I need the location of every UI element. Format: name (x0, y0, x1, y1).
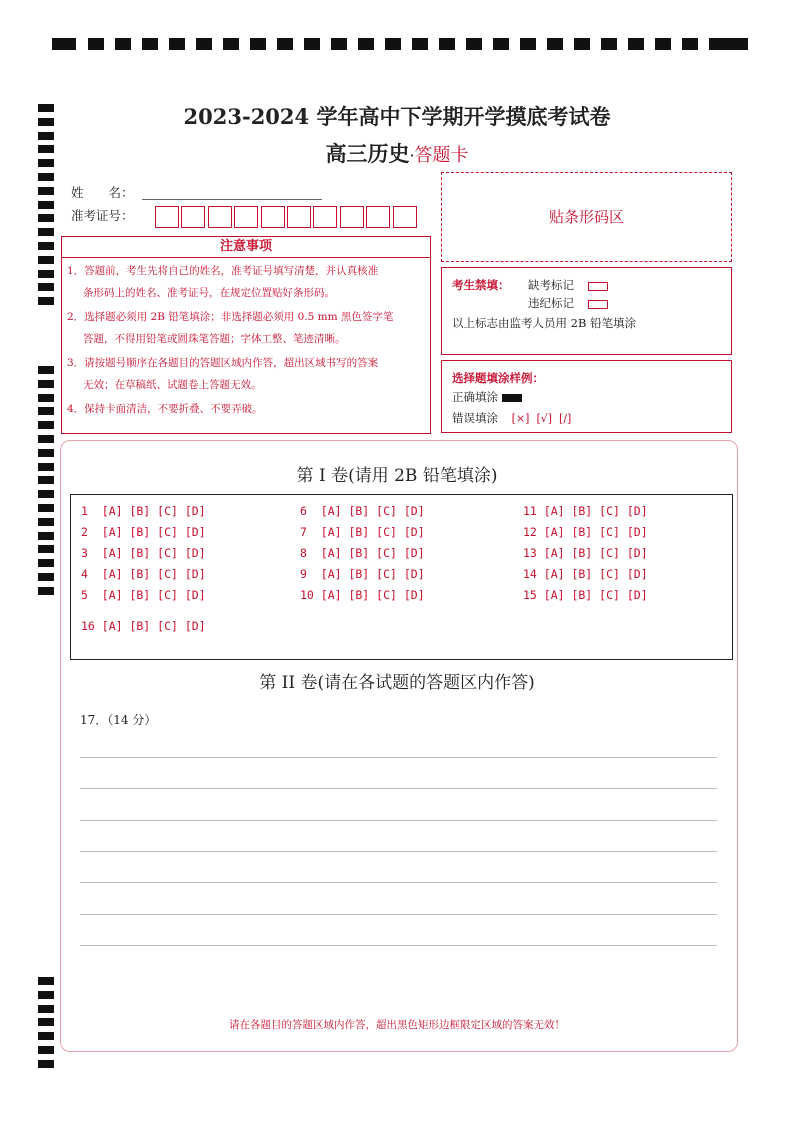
notice-box (61, 258, 431, 434)
notice-line: 1．答题前，考生先将自己的姓名，准考证号填写清楚，并认真核准 (67, 265, 379, 277)
timing-mark (38, 1032, 54, 1040)
choice-question[interactable]: 11 [A] [B] [C] [D] (523, 504, 648, 518)
timing-mark (38, 977, 54, 985)
timing-mark (250, 38, 266, 50)
timing-mark (38, 518, 54, 526)
forbidden-heading: 考生禁填： (452, 278, 510, 292)
timing-mark (38, 187, 54, 195)
timing-mark (358, 38, 374, 50)
name-field[interactable] (142, 198, 322, 200)
notice-item (67, 352, 427, 396)
timing-mark (466, 38, 482, 50)
id-number-boxes[interactable] (155, 206, 419, 228)
choice-question[interactable]: 8 [A] [B] [C] [D] (300, 546, 425, 560)
id-digit-box[interactable] (287, 206, 311, 228)
timing-mark (574, 38, 590, 50)
timing-mark (682, 38, 698, 50)
id-digit-box[interactable] (261, 206, 285, 228)
timing-mark (38, 394, 54, 402)
barcode-area (441, 172, 732, 262)
notice-line: 2．选择题必须用 2B 铅笔填涂；非选择题必须用 0.5 mm 黑色签字笔 (67, 311, 394, 323)
id-digit-box[interactable] (234, 206, 258, 228)
timing-mark (38, 532, 54, 540)
choice-question[interactable]: 3 [A] [B] [C] [D] (81, 546, 206, 560)
id-digit-box[interactable] (208, 206, 232, 228)
timing-mark (520, 38, 536, 50)
timing-mark (38, 366, 54, 374)
notice-line: 4．保持卡面清洁，不要折叠、不要弄破。 (67, 403, 263, 415)
notice-item (67, 306, 427, 350)
notice-item (67, 398, 427, 420)
timing-mark (88, 38, 104, 50)
subject-title (0, 138, 794, 168)
choice-question[interactable]: 5 [A] [B] [C] [D] (81, 588, 206, 602)
answer-line[interactable] (80, 788, 717, 789)
wrong-sample-row (452, 410, 571, 426)
timing-mark (38, 435, 54, 443)
question-17-label: 17．（14 分） (80, 713, 157, 727)
timing-mark (38, 490, 54, 498)
timing-mark (547, 38, 563, 50)
sample-heading: 选择题填涂样例： (452, 371, 544, 385)
answer-line[interactable] (80, 914, 717, 915)
wrong-marks: [×] [√] [/] (511, 412, 572, 425)
timing-mark (38, 173, 54, 181)
id-digit-box[interactable] (181, 206, 205, 228)
timing-mark (38, 228, 54, 236)
violation-mark-row (528, 295, 608, 311)
answer-line[interactable] (80, 882, 717, 883)
timing-mark (38, 270, 54, 278)
answer-line[interactable] (80, 851, 717, 852)
timing-mark (493, 38, 509, 50)
timing-mark (385, 38, 401, 50)
timing-mark (169, 38, 185, 50)
timing-mark (724, 38, 748, 50)
timing-mark (331, 38, 347, 50)
answer-line[interactable] (80, 820, 717, 821)
section2-title: 第 II 卷(请在各试题的答题区内作答) (259, 673, 535, 693)
timing-mark (601, 38, 617, 50)
notice-line: 答题，不得用铅笔或圆珠笔答题；字体工整、笔迹清晰。 (83, 333, 346, 345)
timing-mark (38, 283, 54, 291)
choice-question[interactable]: 16 [A] [B] [C] [D] (81, 619, 206, 633)
absent-label: 缺考标记 (528, 278, 574, 292)
title-separator: · (409, 146, 415, 165)
choice-question[interactable]: 13 [A] [B] [C] [D] (523, 546, 648, 560)
choice-question[interactable]: 15 [A] [B] [C] [D] (523, 588, 648, 602)
timing-mark (38, 380, 54, 388)
footer-warning: 请在各题目的答题区域内作答，超出黑色矩形边框限定区域的答案无效！ (229, 1019, 565, 1031)
correct-sample-row (452, 389, 522, 405)
timing-mark (38, 201, 54, 209)
top-timing-marks (52, 38, 748, 52)
notice-line: 3．请按题号顺序在各题目的答题区域内作答，超出区域书写的答案 (67, 357, 379, 369)
timing-mark (223, 38, 239, 50)
wrong-label: 错误填涂 (452, 411, 498, 425)
absent-mark-row (528, 277, 608, 293)
violation-checkbox[interactable] (588, 300, 608, 309)
timing-mark (38, 214, 54, 222)
id-label: 准考证号： (71, 208, 134, 223)
timing-mark (38, 587, 54, 595)
barcode-label: 贴条形码区 (548, 208, 624, 226)
absent-checkbox[interactable] (588, 282, 608, 291)
notice-item (67, 260, 427, 304)
choice-question[interactable]: 1 [A] [B] [C] [D] (81, 504, 206, 518)
timing-mark (439, 38, 455, 50)
timing-mark (38, 242, 54, 250)
timing-mark (52, 38, 76, 50)
choice-question[interactable]: 12 [A] [B] [C] [D] (523, 525, 648, 539)
timing-mark (38, 1046, 54, 1054)
id-digit-box[interactable] (313, 206, 337, 228)
choice-question[interactable]: 7 [A] [B] [C] [D] (300, 525, 425, 539)
notice-line: 无效；在草稿纸、试题卷上答题无效。 (83, 379, 262, 391)
answer-line[interactable] (80, 945, 717, 946)
section1-title: 第 I 卷(请用 2B 铅笔填涂) (296, 466, 498, 486)
timing-mark (655, 38, 671, 50)
timing-mark (412, 38, 428, 50)
timing-mark (304, 38, 320, 50)
timing-mark (38, 573, 54, 581)
timing-mark (38, 504, 54, 512)
notice-line: 条形码上的姓名、准考证号，在规定位置贴好条形码。 (83, 287, 335, 299)
exam-title: 2023-2024 学年高中下学期开学摸底考试卷 (183, 104, 611, 129)
timing-mark (709, 38, 725, 50)
choice-question[interactable]: 4 [A] [B] [C] [D] (81, 567, 206, 581)
timing-mark (277, 38, 293, 50)
fill-sample-box (441, 360, 732, 433)
choice-question[interactable]: 10 [A] [B] [C] [D] (300, 588, 425, 602)
answer-card-label: 答题卡 (414, 145, 469, 166)
timing-mark (38, 545, 54, 553)
correct-label: 正确填涂 (452, 390, 498, 404)
timing-mark (38, 407, 54, 415)
subject-name: 高三历史 (325, 141, 410, 166)
timing-mark (38, 1060, 54, 1068)
forbidden-marks-box (441, 267, 732, 355)
name-label: 姓 名： (71, 185, 134, 200)
timing-mark (142, 38, 158, 50)
timing-mark (38, 297, 54, 305)
timing-mark (38, 991, 54, 999)
notice-heading: 注意事项 (61, 236, 431, 258)
timing-mark (628, 38, 644, 50)
id-digit-box[interactable] (366, 206, 390, 228)
filled-mark-icon (502, 394, 522, 402)
answer-line[interactable] (80, 757, 717, 758)
timing-mark (38, 449, 54, 457)
timing-mark (38, 256, 54, 264)
choice-answer-box (70, 494, 733, 660)
id-digit-box[interactable] (155, 206, 179, 228)
timing-mark (38, 1005, 54, 1013)
timing-mark (196, 38, 212, 50)
id-digit-box[interactable] (393, 206, 417, 228)
timing-mark (115, 38, 131, 50)
violation-label: 违纪标记 (528, 296, 574, 310)
choice-question[interactable]: 9 [A] [B] [C] [D] (300, 567, 425, 581)
timing-mark (38, 421, 54, 429)
id-digit-box[interactable] (340, 206, 364, 228)
forbidden-note: 以上标志由监考人员用 2B 铅笔填涂 (452, 316, 637, 330)
choice-question[interactable]: 6 [A] [B] [C] [D] (300, 504, 425, 518)
timing-mark (38, 559, 54, 567)
choice-question[interactable]: 2 [A] [B] [C] [D] (81, 525, 206, 539)
choice-question[interactable]: 14 [A] [B] [C] [D] (523, 567, 648, 581)
